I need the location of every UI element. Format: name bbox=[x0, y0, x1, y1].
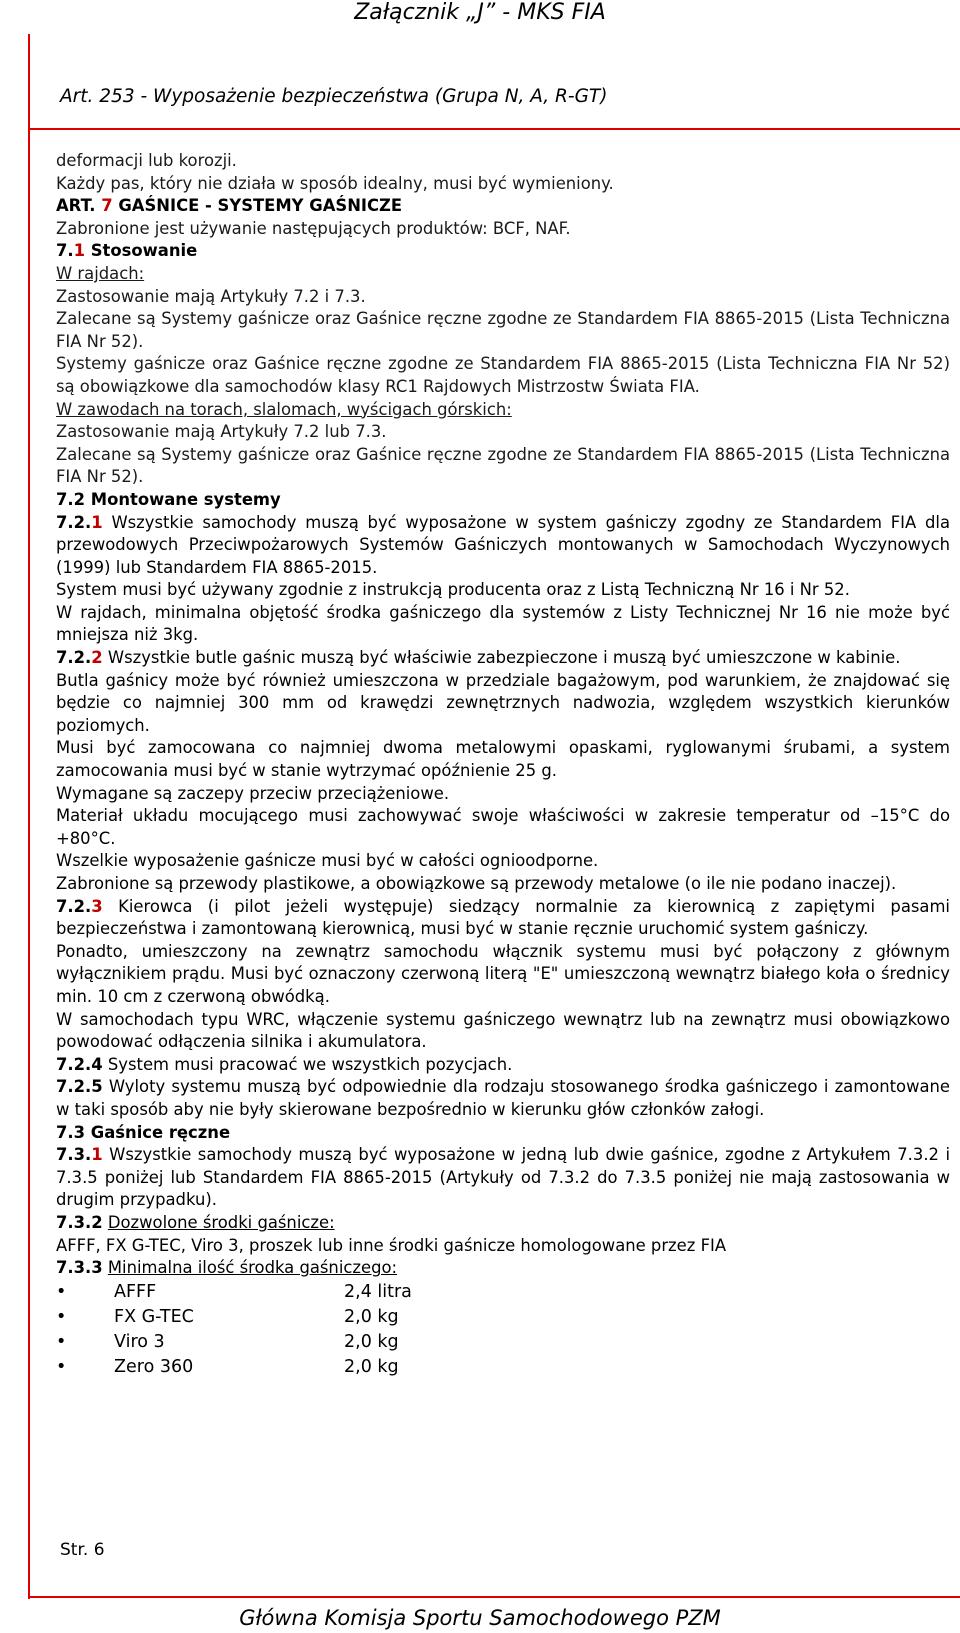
clause-text: Kierowca (i pilot jeżeli występuje) siedzący normalnie za kierownicą z zapiętymi pasami bezpieczeństwa i zamontowaną kierownicą, musi być w stanie ręcznie uruchomić system gaśniczy. bbox=[56, 896, 950, 939]
clause-number: 7.2. bbox=[56, 896, 92, 916]
paragraph: Zastosowanie mają Artykuły 7.2 i 7.3. bbox=[56, 286, 366, 306]
section-heading bbox=[56, 195, 950, 218]
heading-number: 7. bbox=[56, 241, 74, 261]
paragraph: Wszelkie wyposażenie gaśnicze musi być w całości ognioodporne. bbox=[56, 851, 599, 871]
paragraph bbox=[56, 647, 950, 670]
heading-number-changed: 1 bbox=[73, 241, 86, 261]
paragraph bbox=[56, 896, 950, 941]
clause-text: System musi pracować we wszystkich pozycjach. bbox=[102, 1054, 513, 1074]
heading-prefix: ART. bbox=[56, 196, 102, 216]
heading-text: Gaśnice ręczne bbox=[85, 1122, 231, 1142]
agent-name: AFFF bbox=[114, 1281, 157, 1302]
paragraph: Systemy gaśnicze oraz Gaśnice ręczne zgodne ze Standardem FIA 8865-2015 (Lista Techniczna FIA Nr 52) są obowiązkowe dla samochodów klasy RC1 Rajdowych Mistrzostw Świata FIA. bbox=[56, 354, 950, 396]
clause-label: Minimalna ilość środka gaśniczego: bbox=[107, 1258, 398, 1278]
bullet-icon: • bbox=[56, 1331, 67, 1352]
paragraph bbox=[56, 512, 950, 580]
bullet-icon: • bbox=[56, 1356, 67, 1377]
paragraph: deformacji lub korozji. bbox=[56, 151, 237, 170]
clause-number-changed: 1 bbox=[91, 512, 103, 532]
heading-text: GAŚNICE - SYSTEMY GAŚNICZE bbox=[112, 196, 403, 216]
page-number: Str. 6 bbox=[60, 1540, 105, 1560]
list-item bbox=[56, 1330, 950, 1355]
heading-text: Montowane systemy bbox=[85, 489, 281, 509]
heading-text: Stosowanie bbox=[85, 241, 198, 261]
clause-number: 7.2.5 bbox=[56, 1077, 103, 1097]
paragraph-underlined: W zawodach na torach, slalomach, wyścigach górskich: bbox=[56, 399, 512, 419]
subsection-heading bbox=[56, 240, 950, 263]
list-item bbox=[56, 1280, 950, 1305]
paragraph bbox=[56, 1257, 950, 1280]
paragraph: Każdy pas, który nie działa w sposób idealny, musi być wymieniony. bbox=[56, 173, 614, 193]
margin-line-vertical bbox=[28, 34, 30, 1599]
paragraph bbox=[56, 1076, 950, 1121]
paragraph: Zalecane są Systemy gaśnicze oraz Gaśnice ręczne zgodne ze Standardem FIA 8865-2015 (Lista Techniczna FIA Nr 52). bbox=[56, 444, 950, 487]
paragraph: Ponadto, umieszczony na zewnątrz samochodu włącznik systemu musi być połączony z głównym wyłącznikiem prądu. Musi być oznaczony czerwoną literą "E" umieszczoną wewnątrz białego koła o średnicy min. 10 cm z czerwoną obwódką. bbox=[56, 941, 950, 1006]
agent-name: FX G-TEC bbox=[114, 1306, 194, 1327]
clause-number-changed: 1 bbox=[91, 1145, 103, 1165]
paragraph: Zastosowanie mają Artykuły 7.2 lub 7.3. bbox=[56, 422, 387, 442]
clause-number-changed: 3 bbox=[91, 896, 103, 916]
list-item bbox=[56, 1355, 950, 1380]
paragraph: AFFF, FX G-TEC, Viro 3, proszek lub inne środki gaśnicze homologowane przez FIA bbox=[56, 1235, 727, 1255]
paragraph: W samochodach typu WRC, włączenie systemu gaśniczego wewnątrz lub na zewnątrz musi obowiązkowo powodować odłączenia silnika i akumulatora. bbox=[56, 1009, 950, 1052]
paragraph: Wymagane są zaczepy przeciw przeciążeniowe. bbox=[56, 783, 450, 803]
paragraph: W rajdach, minimalna objętość środka gaśniczego dla systemów z Listy Technicznej Nr 16 nie może być mniejsza niż 3kg. bbox=[56, 602, 950, 645]
heading-number: 7 bbox=[101, 196, 113, 216]
paragraph bbox=[56, 1212, 950, 1235]
clause-label: Dozwolone środki gaśnicze: bbox=[107, 1212, 335, 1232]
article-title: Art. 253 - Wyposażenie bezpieczeństwa (Grupa N, A, R-GT) bbox=[60, 86, 608, 107]
clause-text: Wszystkie samochody muszą być wyposażone w system gaśniczy zgodny ze Standardem FIA dla przewodowych Przeciwpożarowych Systemów Gaśniczych montowanych w Samochodach Wyczynowych (1999) lub Standardem FIA 8865-2015. bbox=[56, 512, 950, 577]
agent-quantity: 2,0 kg bbox=[344, 1306, 399, 1327]
subsection-heading bbox=[56, 1122, 950, 1145]
page-content bbox=[56, 150, 950, 1380]
clause-number: 7.2.4 bbox=[56, 1054, 103, 1074]
clause-number: 7.2. bbox=[56, 512, 92, 532]
clause-text: Wszystkie samochody muszą być wyposażone w jedną lub dwie gaśnice, zgodne z Artykułem 7.3.2 i 7.3.5 poniżej lub Standardem FIA 8865-2015 (Artykuły od 7.3.2 do 7.3.5 poniżej nie mają zastosowania w drugim przypadku). bbox=[56, 1145, 950, 1210]
extinguisher-list bbox=[56, 1280, 950, 1380]
heading-number: 7.2 bbox=[56, 489, 86, 509]
document-title: Załącznik „J” - MKS FIA bbox=[354, 0, 606, 25]
bullet-icon: • bbox=[56, 1306, 67, 1327]
clause-text: Wszystkie butle gaśnic muszą być właściwie zabezpieczone i muszą być umieszczone w kabinie. bbox=[102, 648, 901, 668]
paragraph-underlined: W rajdach: bbox=[56, 263, 145, 283]
agent-name: Viro 3 bbox=[114, 1331, 165, 1352]
paragraph bbox=[56, 1144, 950, 1212]
subsection-heading bbox=[56, 489, 950, 512]
paragraph bbox=[56, 1054, 950, 1077]
clause-number-changed: 2 bbox=[91, 648, 103, 668]
paragraph: Materiał układu mocującego musi zachowywać swoje właściwości w zakresie temperatur od –15°C do +80°C. bbox=[56, 806, 950, 848]
clause-number: 7.3.2 bbox=[56, 1212, 103, 1232]
header-divider bbox=[28, 128, 960, 130]
paragraph: Musi być zamocowana co najmniej dwoma metalowymi opaskami, ryglowanymi śrubami, a system zamocowania musi być w stanie wytrzymać opóźnienie 25 g. bbox=[56, 738, 950, 781]
agent-quantity: 2,4 litra bbox=[344, 1281, 412, 1302]
agent-quantity: 2,0 kg bbox=[344, 1356, 399, 1377]
clause-number: 7.3.3 bbox=[56, 1258, 103, 1278]
list-item bbox=[56, 1305, 950, 1330]
heading-number: 7.3 bbox=[56, 1122, 86, 1142]
footer-divider bbox=[28, 1596, 960, 1598]
paragraph: Zabronione są przewody plastikowe, a obowiązkowe są przewody metalowe (o ile nie podano inaczej). bbox=[56, 874, 897, 893]
clause-text: Wyloty systemu muszą być odpowiednie dla rodzaju stosowanego środka gaśniczego i zamontowane w taki sposób aby nie były skierowane bezpośrednio w kierunku głów członków załogi. bbox=[56, 1077, 950, 1119]
bullet-icon: • bbox=[56, 1281, 67, 1302]
paragraph: Butla gaśnicy może być również umieszczona w przedziale bagażowym, pod warunkiem, że znajdować się będzie co najmniej 300 mm od krawędzi zewnętrznych nadwozia, względem wszystkich kierunków poziomych. bbox=[56, 670, 950, 735]
paragraph: System musi być używany zgodnie z instrukcją producenta oraz z Listą Techniczną Nr 16 i Nr 52. bbox=[56, 580, 850, 600]
clause-number: 7.2. bbox=[56, 648, 92, 668]
paragraph: Zabronione jest używanie następujących produktów: BCF, NAF. bbox=[56, 218, 571, 238]
agent-name: Zero 360 bbox=[114, 1356, 194, 1377]
paragraph: Zalecane są Systemy gaśnicze oraz Gaśnice ręczne zgodne ze Standardem FIA 8865-2015 (Lista Techniczna FIA Nr 52). bbox=[56, 309, 950, 351]
clause-number: 7.3. bbox=[56, 1145, 92, 1165]
agent-quantity: 2,0 kg bbox=[344, 1331, 399, 1352]
footer-organization: Główna Komisja Sportu Samochodowego PZM bbox=[239, 1606, 721, 1630]
